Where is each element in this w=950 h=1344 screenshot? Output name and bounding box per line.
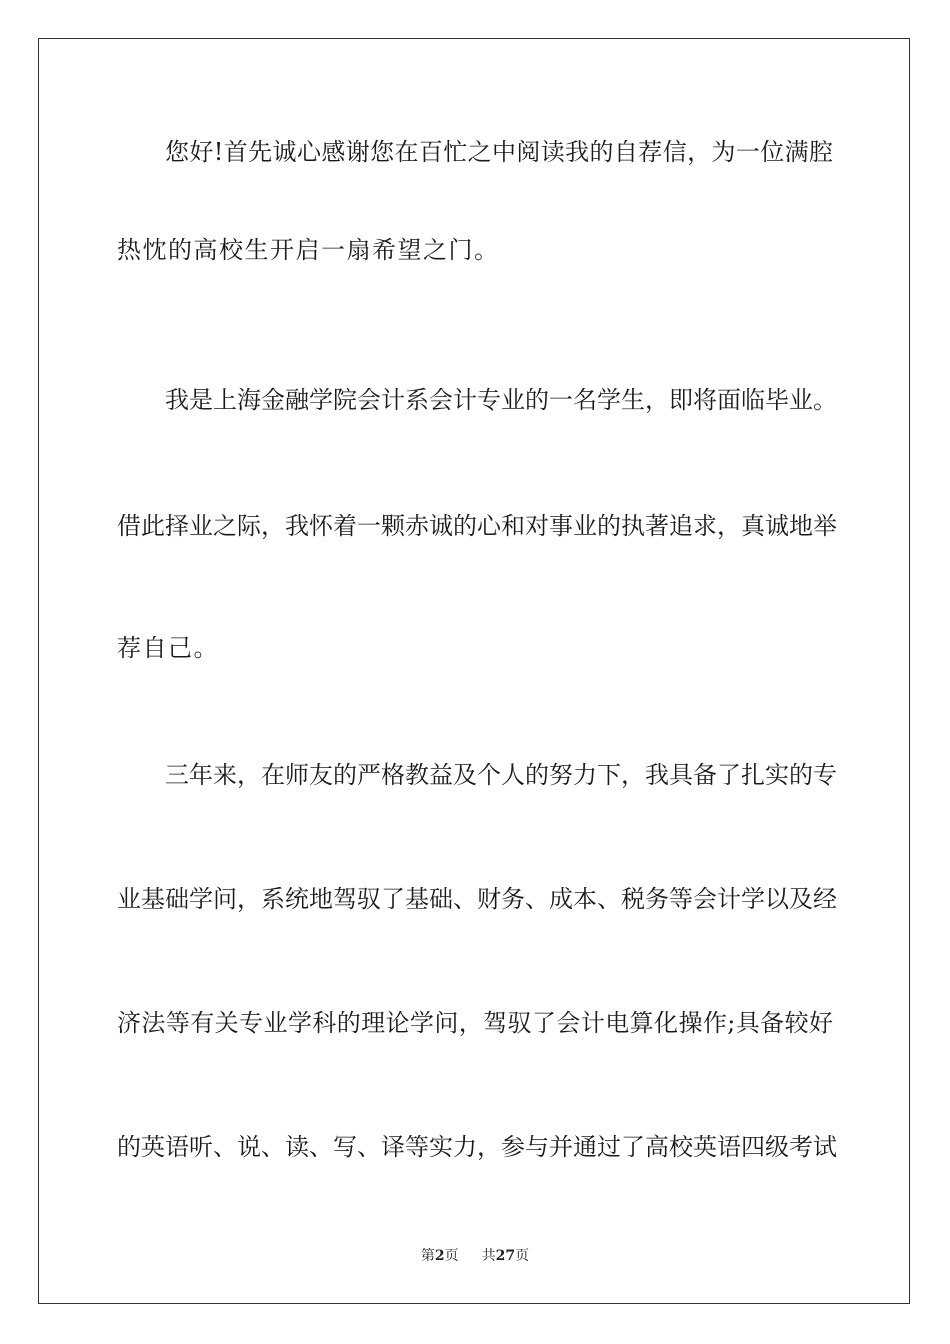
total-suffix: 页: [515, 1248, 530, 1264]
total-pages-indicator: [482, 1247, 529, 1265]
page-footer: [0, 1247, 950, 1265]
text-line: 业基础学问，系统地驾驭了基础、财务、成本、税务等会计学以及经: [117, 885, 837, 913]
text-line: 荐自己。: [117, 634, 219, 662]
page-frame: [38, 38, 910, 1304]
page-indicator: [421, 1247, 459, 1265]
total-pages: 27: [495, 1248, 516, 1264]
text-line: 的英语听、说、读、写、译等实力，参与并通过了高校英语四级考试: [117, 1133, 837, 1161]
text-line: 您好!首先诚心感谢您在百忙之中阅读我的自荐信，为一位满腔: [165, 138, 833, 166]
text-line: 我是上海金融学院会计系会计专业的一名学生，即将面临毕业。: [165, 386, 837, 414]
text-line: 济法等有关专业学科的理论学问，驾驭了会计电算化操作;具备较好: [117, 1009, 833, 1037]
text-line: 热忱的高校生开启一扇希望之门。: [117, 236, 500, 264]
text-line: 三年来，在师友的严格教益及个人的努力下，我具备了扎实的专: [165, 761, 837, 789]
text-line: 借此择业之际，我怀着一颗赤诚的心和对事业的执著追求，真诚地举: [117, 512, 837, 540]
total-prefix: 共: [481, 1248, 496, 1264]
page-prefix: 第: [420, 1248, 435, 1264]
page-number: 2: [434, 1248, 445, 1264]
page-suffix: 页: [444, 1248, 459, 1264]
